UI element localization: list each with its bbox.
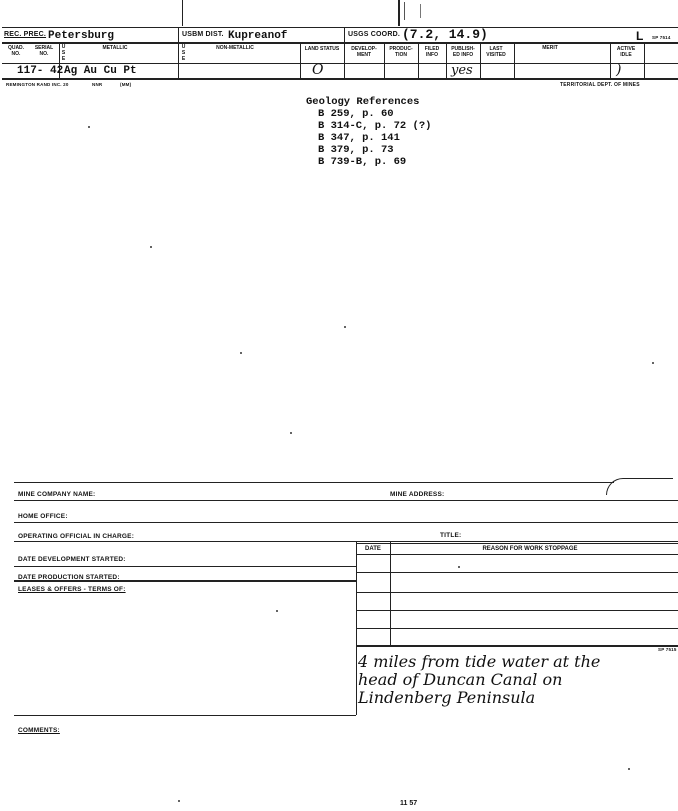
territorial-dept: TERRITORIAL DEPT. OF MINES	[560, 82, 640, 88]
scan-speck	[150, 246, 152, 248]
scan-speck	[290, 432, 292, 434]
rule	[2, 78, 678, 80]
divider	[514, 42, 515, 78]
geology-references	[306, 96, 431, 168]
reference-item: B 739-B, p. 69	[318, 156, 407, 168]
mine-address-label: MINE ADDRESS:	[390, 491, 445, 498]
scan-mark	[420, 4, 421, 18]
lower-form-code: SP 7515	[658, 647, 677, 652]
reference-item: B 347, p. 141	[318, 132, 400, 144]
title-label: TITLE:	[440, 532, 462, 539]
divider	[300, 42, 301, 78]
stoppage-table-left	[356, 541, 357, 645]
stoppage-table-mid	[390, 541, 391, 645]
record-quad-serial: 117- 42	[17, 65, 64, 77]
col-last-visited: LAST VISITED	[486, 46, 506, 58]
printer-code: NNR	[92, 82, 103, 87]
col-production: PRODUC- TION	[389, 46, 413, 58]
rule	[356, 592, 678, 593]
record-metallic: Ag Au Cu Pt	[64, 65, 137, 77]
divider	[178, 27, 179, 42]
col-use-nonmetallic: U S E	[181, 44, 186, 62]
bottom-mark: 11 57	[400, 800, 418, 807]
rec-prec-value: Petersburg	[48, 30, 115, 42]
divider	[178, 42, 179, 78]
rule	[356, 628, 678, 629]
rule	[14, 522, 678, 523]
divider	[344, 27, 345, 42]
rule	[356, 572, 678, 573]
col-merit: MERIT	[542, 45, 558, 51]
rule	[14, 566, 356, 567]
record-active-idle: )	[616, 62, 622, 78]
rule	[14, 580, 356, 582]
reference-item: B 379, p. 73	[318, 144, 394, 156]
comments-label: COMMENTS:	[18, 727, 60, 734]
rule	[2, 42, 678, 44]
form-curl	[606, 478, 673, 495]
divider	[344, 42, 345, 78]
col-filed-info: FILED INFO	[424, 46, 440, 58]
scan-speck	[652, 362, 654, 364]
note-line-2: head of Duncan Canal on	[358, 670, 563, 689]
rec-prec-label: REC. PREC.	[4, 31, 47, 38]
col-land-status: LAND STATUS	[304, 46, 340, 52]
divider	[384, 42, 385, 78]
date-prod-started-label: DATE PRODUCTION STARTED:	[18, 574, 120, 581]
usgs-coord-value: (7.2, 14.9)	[402, 27, 488, 42]
scan-speck	[276, 610, 278, 612]
scan-mark	[398, 0, 400, 26]
header-top-rule	[2, 27, 678, 28]
col-serial-no: SERIAL NO.	[34, 45, 54, 57]
reference-item: B 314-C, p. 72 (?)	[318, 120, 432, 132]
scan-speck	[88, 126, 90, 128]
divider	[610, 42, 611, 78]
col-active-idle: ACTIVE IDLE	[616, 46, 636, 58]
scan-speck	[628, 768, 630, 770]
rule	[14, 482, 614, 483]
rule	[356, 645, 678, 647]
home-office-label: HOME OFFICE:	[18, 513, 68, 520]
rule	[14, 500, 678, 501]
printer-mark: REMINGTON RAND INC. 20	[6, 82, 69, 87]
references-title: Geology References	[306, 96, 420, 108]
divider	[480, 42, 481, 78]
record-land-status: O	[312, 62, 324, 78]
scan-speck	[240, 352, 242, 354]
rule	[356, 554, 678, 555]
scan-speck	[344, 326, 346, 328]
date-col-label: DATE	[365, 546, 381, 552]
col-published-info: PUBLISH- ED INFO	[451, 46, 475, 58]
scan-mark	[404, 2, 405, 20]
note-line-1: 4 miles from tide water at the	[358, 652, 601, 671]
usgs-coord-label: USGS COORD.	[348, 31, 400, 38]
rule	[356, 610, 678, 611]
record-published-info: yes	[451, 63, 473, 78]
rule	[356, 543, 678, 544]
usbm-dist-label: USBM DIST.	[182, 31, 224, 38]
col-development: DEVELOP- MENT	[351, 46, 377, 58]
reason-col-label: REASON FOR WORK STOPPAGE	[482, 546, 578, 552]
mine-company-name-label: MINE COMPANY NAME:	[18, 491, 96, 498]
col-metallic: METALLIC	[102, 45, 128, 51]
divider	[446, 42, 447, 78]
reference-item: B 259, p. 60	[318, 108, 394, 120]
form-code: SP 7514	[652, 35, 671, 40]
usbm-dist-value: Kupreanof	[228, 30, 288, 42]
scan-speck	[458, 566, 460, 568]
scan-mark	[182, 0, 183, 26]
rule	[14, 715, 356, 716]
date-dev-started-label: DATE DEVELOPMENT STARTED:	[18, 556, 126, 563]
divider	[418, 42, 419, 78]
divider	[644, 42, 645, 78]
rule	[2, 63, 678, 64]
corner-mark: L	[636, 29, 644, 43]
note-line-3: Lindenberg Peninsula	[358, 688, 536, 707]
col-use-metallic: U S E	[61, 44, 66, 62]
lower-left-divider	[356, 645, 357, 715]
scan-speck	[178, 800, 180, 802]
col-quad-no: QUAD. NO.	[7, 45, 25, 57]
operating-official-label: OPERATING OFFICIAL IN CHARGE:	[18, 533, 135, 540]
printer-code-2: (MM)	[120, 82, 132, 87]
leases-offers-label: LEASES & OFFERS - TERMS OF:	[18, 586, 126, 593]
col-nonmetallic: NON-METALLIC	[216, 45, 254, 51]
rule	[14, 541, 678, 542]
